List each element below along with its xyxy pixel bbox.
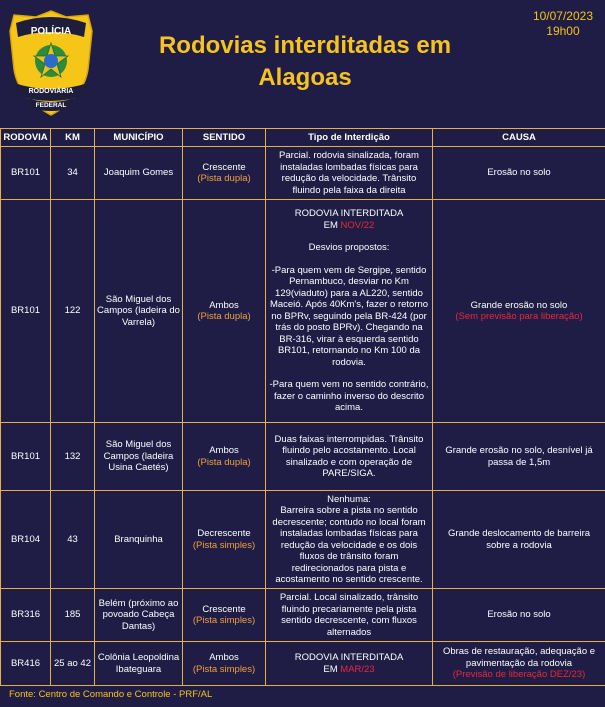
- cell-tipo: [266, 200, 433, 423]
- footer: [0, 685, 605, 707]
- table-row: [1, 491, 605, 589]
- page-title: [110, 30, 500, 94]
- cell-km: 185: [51, 589, 95, 642]
- interdiction-date: NOV/22: [340, 219, 375, 231]
- pista-type: (Pista dupla): [197, 456, 251, 468]
- prf-badge-logo: [8, 9, 94, 117]
- cell-rodovia: BR101: [1, 147, 51, 200]
- cell-rodovia: BR316: [1, 589, 51, 642]
- table-row: [1, 200, 605, 423]
- tipo-text: Barreira sobre a pista no sentido decrescente; contudo no local foram instaladas lombadas físicas para redução da velocidade e os dois fluxos de trânsito foram redirecionados para pista e acostamento no sentido crescente.: [272, 505, 426, 585]
- table-header-row: [1, 129, 605, 147]
- cell-municipio: Colônia Leopoldina Ibateguara: [95, 642, 183, 686]
- page-header: [0, 0, 605, 128]
- cell-km: 122: [51, 200, 95, 423]
- timestamp: [533, 9, 593, 39]
- causa-text: Grande erosão no solo: [470, 299, 568, 311]
- cell-municipio: São Miguel dos Campos (ladeira Usina Caetés): [95, 423, 183, 491]
- cell-causa: Grande erosão no solo, desnível já passa de 1,5m: [433, 423, 605, 491]
- tipo-desvio-2: -Para quem vem no sentido contrário, fazer o caminho inverso do descrito acima.: [269, 379, 429, 414]
- cell-tipo: [266, 491, 433, 589]
- cell-municipio: Belém (próximo ao povoado Cabeça Dantas): [95, 589, 183, 642]
- pista-type: (Pista dupla): [197, 173, 251, 184]
- sentido-text: Ambos: [209, 445, 239, 456]
- badge-text-federal: FEDERAL: [35, 102, 67, 109]
- cell-causa: Grande deslocamento de barreira sobre a rodovia: [433, 491, 605, 589]
- cell-causa: Erosão no solo: [433, 589, 605, 642]
- cell-rodovia: BR101: [1, 200, 51, 423]
- col-header-km: KM: [51, 129, 95, 147]
- col-header-causa: CAUSA: [433, 129, 605, 147]
- title-line-1: Rodovias interditadas em: [158, 32, 452, 59]
- pista-type: (Pista dupla): [197, 311, 251, 322]
- cell-sentido: [183, 589, 266, 642]
- table-row: [1, 642, 605, 686]
- cell-tipo: [266, 642, 433, 686]
- table-row: [1, 423, 605, 491]
- report-time: 19h00: [546, 24, 580, 38]
- cell-sentido: [183, 491, 266, 589]
- cell-tipo: Parcial. Local sinalizado, trânsito fluindo precariamente pela pista sentido decrescente, com fluxos alternados: [266, 589, 433, 642]
- col-header-sentido: SENTIDO: [183, 129, 266, 147]
- sentido-text: Crescente: [202, 161, 246, 173]
- interdiction-date: MAR/23: [340, 663, 375, 675]
- cell-municipio: São Miguel dos Campos (ladeira do Varrela): [95, 200, 183, 423]
- report-date: 10/07/2023: [532, 9, 593, 23]
- tipo-em: EM: [323, 663, 338, 675]
- causa-text: Obras de restauração, adequação e pavimentação da rodovia: [442, 646, 596, 669]
- tipo-em: EM: [323, 219, 338, 231]
- title-line-2: Alagoas: [258, 64, 352, 91]
- cell-causa: [433, 200, 605, 423]
- cell-rodovia: BR104: [1, 491, 51, 589]
- cell-rodovia: BR101: [1, 423, 51, 491]
- table-row: [1, 147, 605, 200]
- badge-text-rodoviaria: RODOVIÁRIA: [28, 88, 74, 95]
- cell-tipo: Duas faixas interrompidas. Trânsito fluindo pelo acostamento. Local sinalizado e com operação de PARE/SIGA.: [266, 423, 433, 491]
- cell-tipo: Parcial. rodovia sinalizada, foram instaladas lombadas físicas para redução da velocidade. Trânsito fluindo pela faixa da direita: [266, 147, 433, 200]
- cell-causa: [433, 642, 605, 686]
- table-row: [1, 589, 605, 642]
- badge-text-policia: POLÍCIA: [30, 26, 72, 37]
- sentido-text: Decrescente: [197, 528, 251, 539]
- sentido-text: Ambos: [209, 299, 239, 311]
- cell-sentido: [183, 200, 266, 423]
- sentido-text: Crescente: [202, 603, 246, 615]
- causa-note: (Sem previsão para liberação): [455, 311, 583, 322]
- col-header-rodovia: RODOVIA: [1, 129, 51, 147]
- cell-sentido: [183, 642, 266, 686]
- sentido-text: Ambos: [209, 652, 239, 663]
- cell-km: 34: [51, 147, 95, 200]
- cell-rodovia: BR416: [1, 642, 51, 686]
- pista-type: (Pista simples): [192, 615, 256, 626]
- tipo-date-line: [268, 220, 430, 232]
- col-header-municipio: MUNICÍPIO: [95, 129, 183, 147]
- pista-type: (Pista simples): [192, 663, 256, 675]
- cell-causa: Erosão no solo: [433, 147, 605, 200]
- interdictions-table: [0, 128, 605, 686]
- cell-municipio: Joaquim Gomes: [95, 147, 183, 200]
- cell-municipio: Branquinha: [95, 491, 183, 589]
- causa-note: (Previsão de liberação DEZ/23): [452, 669, 586, 681]
- col-header-tipo: Tipo de Interdição: [266, 129, 433, 147]
- tipo-desvios: Desvios propostos:: [308, 242, 390, 254]
- tipo-desvio-1: -Para quem vem de Sergipe, sentido Pernambuco, desviar no Km 129(viaduto) para a AL220, sentido Maceió. Após 40Km's, fazer o retorno no BPRv, seguindo pela BR-424 (por trás do posto BPRv). Chegando na BR-316, virar à esquerda sentido BR101, retornando no Km 100 da rodovia.: [269, 264, 429, 368]
- cell-sentido: [183, 423, 266, 491]
- tipo-heading: RODOVIA INTERDITADA: [294, 208, 404, 220]
- tipo-date-line: [268, 664, 430, 676]
- source-note: Fonte: Centro de Comando e Controle - PRF/AL: [9, 689, 213, 700]
- cell-sentido: [183, 147, 266, 200]
- tipo-heading: RODOVIA INTERDITADA: [294, 652, 404, 663]
- cell-km: 25 ao 42: [51, 642, 95, 686]
- pista-type: (Pista simples): [192, 539, 256, 551]
- tipo-heading: Nenhuma:: [327, 493, 371, 505]
- cell-km: 43: [51, 491, 95, 589]
- cell-km: 132: [51, 423, 95, 491]
